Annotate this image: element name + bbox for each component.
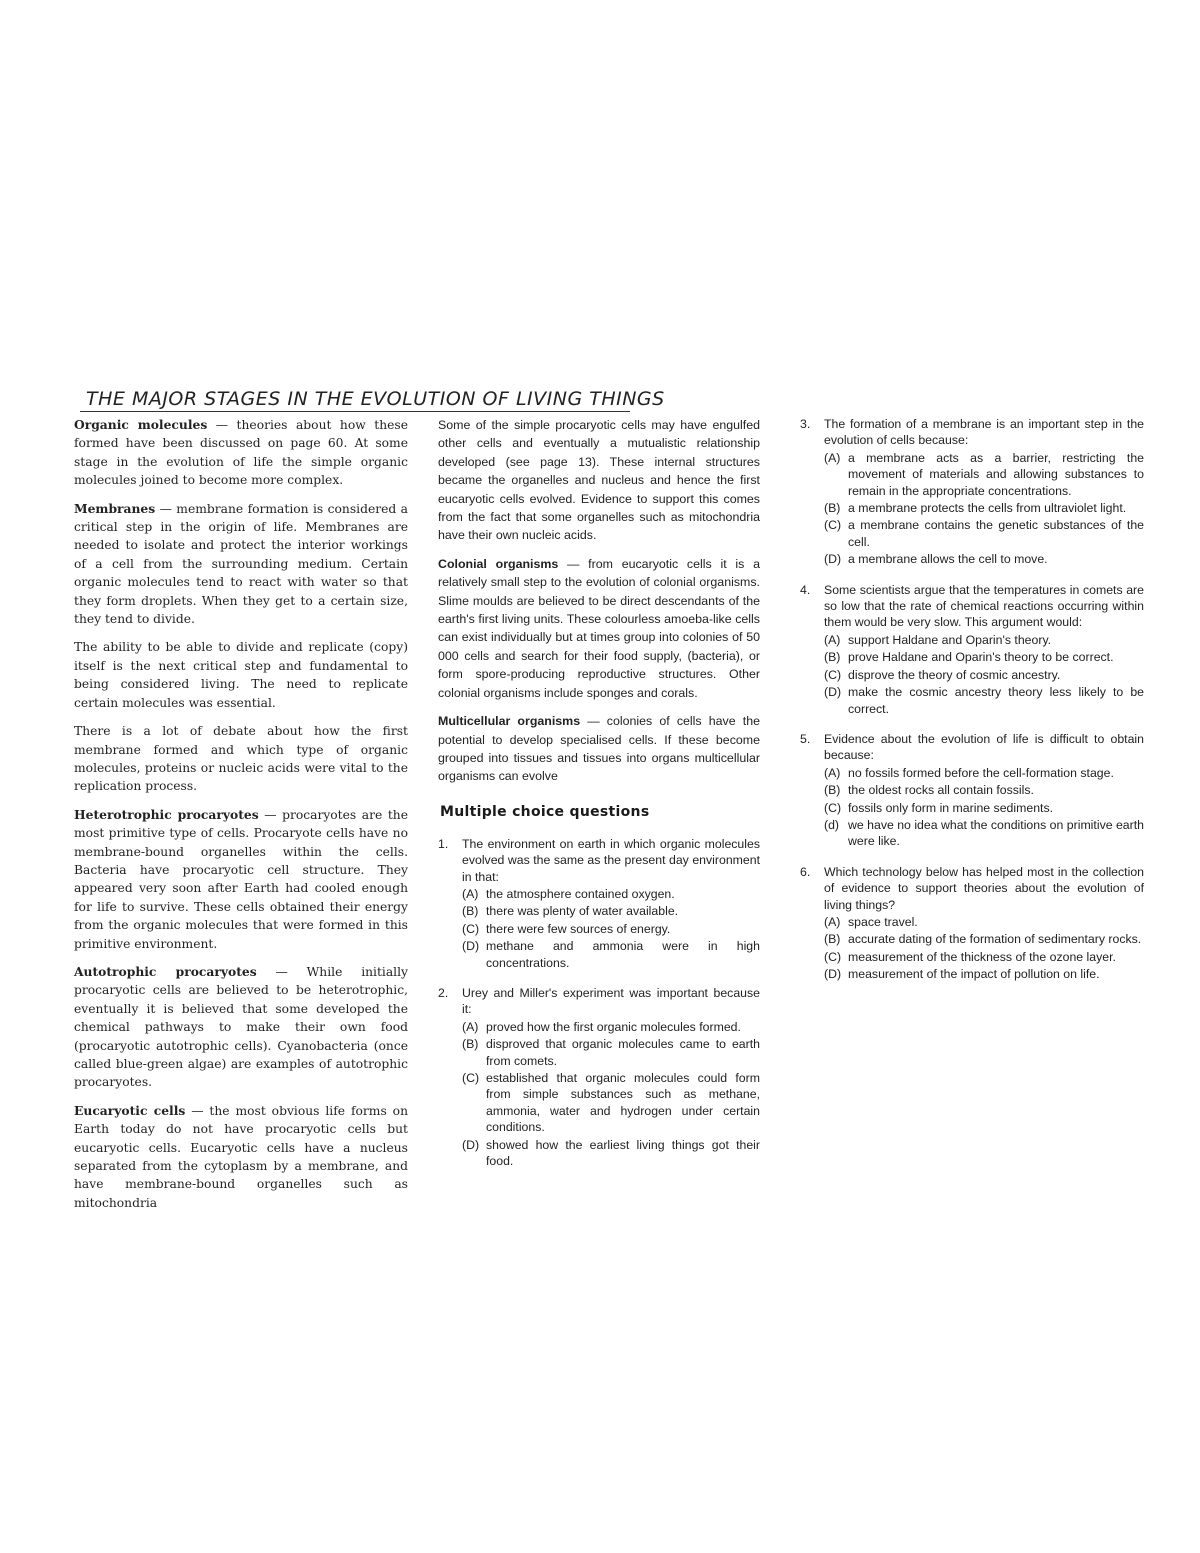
option-letter: (C) [462,921,480,936]
option-letter: (C) [824,800,842,815]
paragraph-text: — membrane formation is considered a critical step in the origin of life. Membranes are needed to isolate and protect the interior workings of a cell from the surrounding medium. Certain organic molecules tend to react with water so that they form droplets. When they get to a certain size, they tend to divide. [74,501,408,627]
option-text: no fossils formed before the cell-formation stage. [848,765,1114,780]
column-1 [74,416,408,1222]
column-2 [438,416,760,1183]
option-letter: (A) [824,765,841,780]
paragraph [74,416,408,490]
option-text: methane and ammonia were in high concentrations. [486,939,760,970]
paragraph [438,555,760,702]
option-letter: (d) [824,817,840,832]
paragraph [74,963,408,1092]
option-letter: (D) [824,967,842,982]
answer-option [824,551,1144,567]
option-text: the oldest rocks all contain fossils. [848,783,1034,798]
answer-option [824,949,1144,965]
option-text: disprove the theory of cosmic ancestry. [848,667,1061,682]
paragraph-text: — theories about how these formed have been discussed on page 60. At some stage in the evolution of life the simple organic molecules joined to become more complex. [74,418,408,488]
answer-option [462,1070,760,1136]
option-text: a membrane protects the cells from ultraviolet light. [848,501,1127,516]
option-letter: (A) [462,1019,479,1034]
paragraph-text: — the most obvious life forms on Earth today do not have procaryotic cells but eucaryotic cells. Eucaryotic cells have a nucleus separated from the cytoplasm by a membrane, and have membrane-bound organelles such as mitochondria [74,1103,408,1210]
option-text: a membrane acts as a barrier, restricting the movement of materials and allowing substances to remain in the appropriate concentrations. [848,450,1144,498]
answer-option [824,450,1144,499]
paragraph-heading: Autotrophic procaryotes [74,963,257,979]
option-letter: (C) [824,667,842,682]
option-text: proved how the first organic molecules formed. [486,1019,741,1034]
question-text: The formation of a membrane is an important step in the evolution of cells because: [824,417,1144,448]
option-text: showed how the earliest living things got their food. [486,1137,760,1169]
answer-option [824,782,1144,798]
question-text: The environment on earth in which organic molecules evolved was the same as the present day environment in that: [462,836,760,884]
option-text: accurate dating of the formation of sedimentary rocks. [848,932,1142,947]
paragraph-heading: Eucaryotic cells [74,1102,186,1118]
answer-option [824,632,1144,648]
answer-option [824,817,1144,850]
option-text: there were few sources of energy. [486,921,671,936]
answer-option [824,649,1144,665]
option-letter: (A) [824,632,841,647]
mcq-heading: Multiple choice questions [440,803,650,820]
question-text: Some scientists argue that the temperatures in comets are so low that the rate of chemical reactions occurring within them would be very slow. This argument would: [824,582,1144,630]
question-number: 3. [800,417,811,431]
option-letter: (D) [824,552,842,567]
option-letter: (B) [462,904,479,919]
option-letter: (A) [824,914,841,929]
question [800,731,1144,850]
option-letter: (D) [824,685,842,700]
option-letter: (D) [462,939,480,954]
option-text: the atmosphere contained oxygen. [486,886,675,901]
paragraph [74,806,408,953]
option-letter: (B) [824,501,841,516]
option-text: support Haldane and Oparin's theory. [848,632,1052,647]
paragraph-text: — from eucaryotic cells it is a relatively small step to the evolution of colonial organisms. Slime moulds are believed to be direct descendants of the earth's first living units. These colourless amoeba-like cells can exist individually but at times group into colonies of 50 000 cells and search for their food supply, (bacteria), or form spore-producing reproductive structures. Other colonial organisms include sponges and corals. [438,556,760,700]
answer-option [462,1019,760,1035]
option-letter: (D) [462,1137,480,1152]
answer-option [462,903,760,919]
option-text: prove Haldane and Oparin's theory to be correct. [848,650,1114,665]
option-text: make the cosmic ancestry theory less likely to be correct. [848,685,1144,716]
paragraph-heading: Colonial organisms [438,556,559,571]
answer-option [824,800,1144,816]
option-letter: (A) [824,450,841,465]
answer-option [824,500,1144,516]
answer-option [824,517,1144,550]
option-text: measurement of the impact of pollution on life. [848,967,1100,982]
option-text: space travel. [848,914,918,929]
paragraph-heading: Membranes [74,500,156,516]
question-number: 5. [800,731,811,746]
option-letter: (C) [824,949,842,964]
paragraph-heading: Organic molecules [74,417,208,432]
option-text: fossils only form in marine sediments. [848,800,1054,815]
option-text: measurement of the thickness of the ozone layer. [848,949,1116,964]
page-title: THE MAJOR STAGES IN THE EVOLUTION OF LIVING THINGS [86,388,665,410]
question-text: Which technology below has helped most in the collection of evidence to support theories about the evolution of living things? [824,864,1144,912]
option-text: a membrane allows the cell to move. [848,552,1048,567]
option-text: there was plenty of water available. [486,904,679,919]
paragraph-text: There is a lot of debate about how the first membrane formed and which type of organic molecules, proteins or nucleic acids were vital to the replication process. [74,724,408,794]
option-letter: (C) [824,518,842,533]
paragraph [74,500,408,629]
question [800,582,1144,717]
answer-option [462,921,760,937]
option-text: a membrane contains the genetic substances of the cell. [848,518,1144,549]
option-letter: (B) [824,932,841,947]
paragraph-heading: Heterotrophic procaryotes [74,806,259,822]
paragraph [438,712,760,786]
option-text: disproved that organic molecules came to earth from comets. [486,1037,760,1068]
question-number: 1. [438,836,449,851]
option-text: established that organic molecules could form from simple substances such as methane, ammonia, water and hydrogen under certain conditions. [486,1071,760,1135]
answer-option [824,684,1144,717]
paragraph-text: — procaryotes are the most primitive type of cells. Procaryote cells have no membrane-bound organelles within the cells. Bacteria have procaryotic cell structure. They appeared very soon after Earth had cooled enough for life to survive. These cells obtained their energy from the organic molecules that were formed in this primitive environment. [74,807,408,951]
option-letter: (A) [462,886,479,901]
answer-option [462,938,760,971]
paragraph [438,416,760,545]
answer-option [462,1036,760,1069]
column-3 [800,416,1144,997]
answer-option [824,966,1144,982]
answer-option [824,914,1144,930]
paragraph [74,722,408,796]
answer-option [462,886,760,902]
paragraph-text: — While initially procaryotic cells are believed to be heterotrophic, eventually it is believed that some developed the chemical pathways to make their own food (procaryotic autotrophic cells). Cyanobacteria (once called blue-green algae) are examples of autotrophic procaryotes. [74,964,408,1090]
question-text: Urey and Miller's experiment was important because it: [462,985,760,1017]
answer-option [824,931,1144,947]
question [800,416,1144,568]
answer-option [824,667,1144,683]
question [800,864,1144,983]
paragraph [74,1102,408,1212]
option-letter: (C) [462,1071,480,1085]
question-text: Evidence about the evolution of life is difficult to obtain because: [824,731,1144,763]
title-underline [80,411,630,412]
question [438,836,760,971]
question [438,985,760,1169]
option-text: we have no idea what the conditions on primitive earth were like. [848,817,1144,849]
paragraph-text: — colonies of cells have the potential to develop specialised cells. If these become grouped into tissues and tissues into organs multicellular organisms can evolve [438,714,760,784]
paragraph-text: Some of the simple procaryotic cells may have engulfed other cells and eventually a mutualistic relationship developed (see page 13). These internal structures became the organelles and nucleus and hence the first eucaryotic cells evolved. Evidence to support this comes from the fact that some organelles such as mitochondria have their own nucleic acids. [438,418,760,543]
question-number: 4. [800,582,811,597]
answer-option [462,1137,760,1170]
paragraph-text: The ability to be able to divide and replicate (copy) itself is the next critical step and fundamental to being considered living. The need to replicate certain molecules was essential. [74,640,408,710]
option-letter: (B) [824,650,841,665]
paragraph [74,638,408,712]
question-number: 2. [438,985,449,1000]
question-number: 6. [800,864,811,879]
option-letter: (B) [824,783,841,798]
answer-option [824,765,1144,781]
option-letter: (B) [462,1037,479,1052]
paragraph-heading: Multicellular organisms [438,714,581,729]
